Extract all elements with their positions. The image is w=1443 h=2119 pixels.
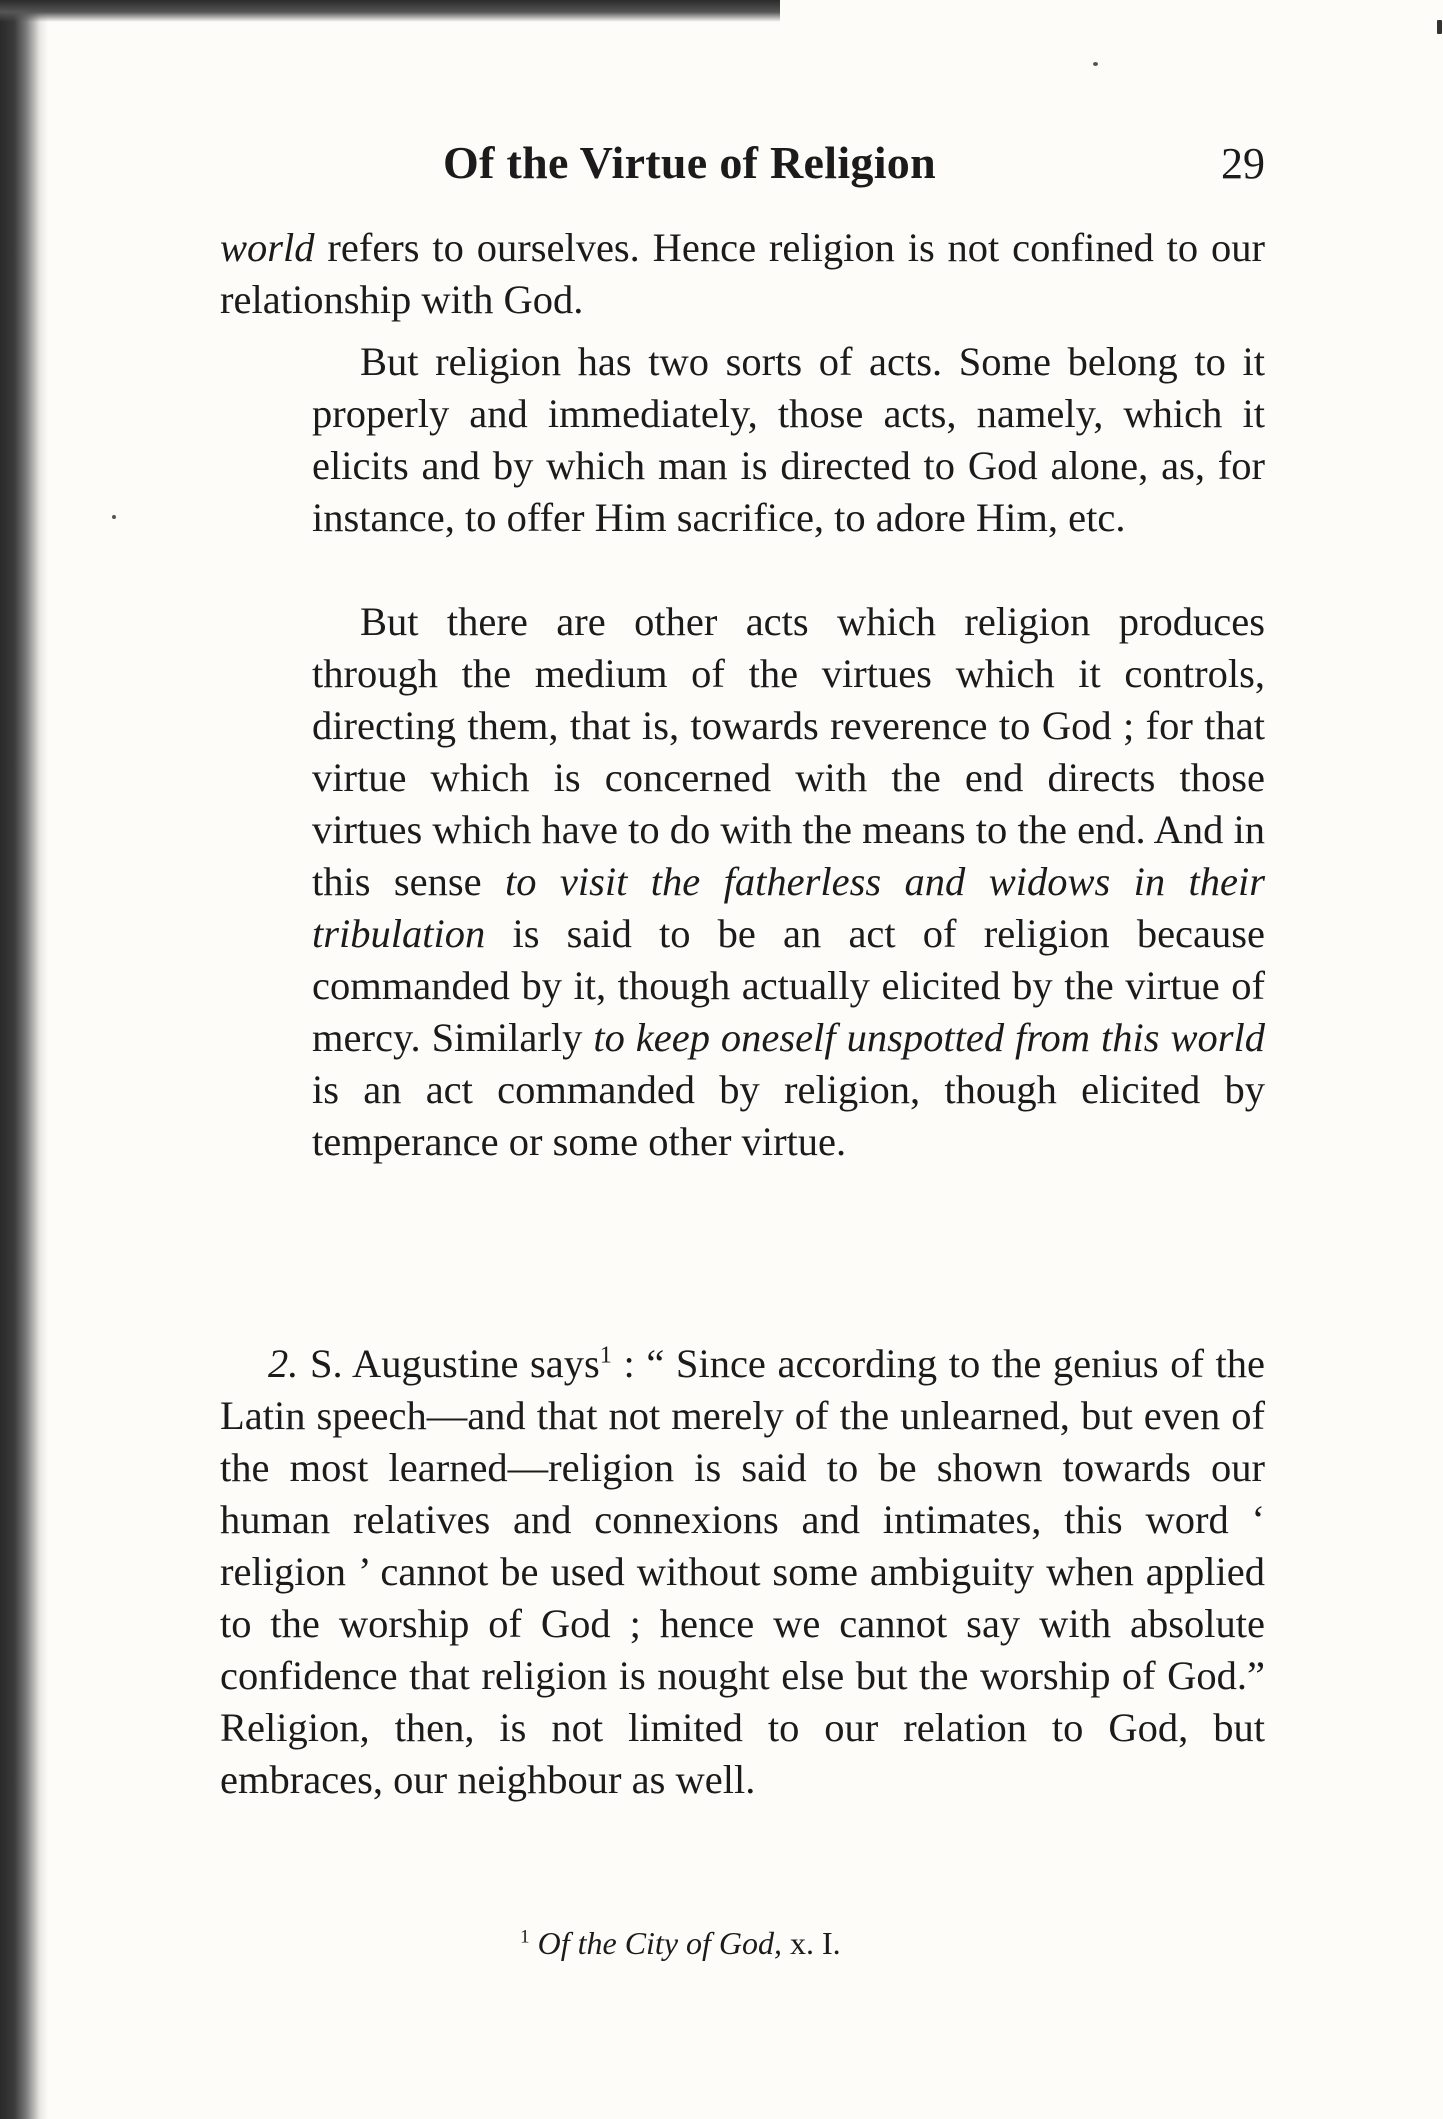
other-acts-text-a: But there are other acts which religion produces through the medium of the virtues which it controls, directing them, that is, towards reverence to God ; for that virtue which is concerned with the end directs those virtues which have to do with the means to the end. And in this sense	[312, 599, 1265, 904]
two-sorts-text: But religion has two sorts of acts. Some belong to it properly and immediately, those acts, namely, which it elicits and by which man is directed to God alone, as, for instance, to offer Him sacrifice, to adore Him, etc.	[312, 339, 1265, 540]
paragraph-two-sorts	[312, 336, 1265, 544]
running-head	[220, 136, 1265, 196]
continuation-text: refers to ourselves. Hence religion is not confined to our relationship with God.	[220, 225, 1265, 322]
paragraph-other-acts	[312, 596, 1265, 1168]
running-title: Of the Virtue of Religion	[443, 137, 936, 188]
section-number: 2.	[268, 1341, 299, 1386]
scan-speck	[112, 515, 116, 519]
paragraph-continuation	[220, 222, 1265, 326]
italic-quote-2: to keep oneself unspotted from this world	[593, 1015, 1265, 1060]
italic-word: world	[220, 225, 315, 270]
scan-speck	[1093, 62, 1098, 66]
scan-speck	[1437, 20, 1442, 34]
paragraph-augustine	[220, 1338, 1265, 1806]
scan-edge	[0, 0, 780, 22]
other-acts-text-b: is said to be an act of religion because commanded by it, though actually elicited by the virtue of mercy. Similarly	[312, 911, 1265, 1060]
footnote-number: 1	[520, 1926, 530, 1948]
italic-quote-1: to visit the fatherless and widows in their tribulation	[312, 859, 1266, 956]
footnote	[520, 1925, 1120, 1962]
binding-shadow	[0, 0, 48, 2119]
augustine-lead: S. Augustine says	[298, 1341, 600, 1386]
augustine-quote: : “ Since according to the genius of the Latin speech—and that not merely of the unlearned, but even of the most learned—religion is said to be shown towards our human relatives and connexions and intimates, this word ‘ religion ’ cannot be used without some ambiguity when applied to the worship of God ; hence we cannot say with absolute confidence that religion is nought else but the worship of God.” Religion, then, is not limited to our relation to God, but embraces, our neighbour as well.	[220, 1341, 1265, 1802]
footnote-marker: 1	[599, 1341, 612, 1369]
page-number: 29	[1221, 139, 1265, 188]
other-acts-text-c: is an act commanded by religion, though elicited by temperance or some other virtue.	[312, 1067, 1265, 1164]
footnote-ref: x. I.	[782, 1925, 841, 1961]
footnote-title: Of the City of God,	[537, 1925, 783, 1961]
